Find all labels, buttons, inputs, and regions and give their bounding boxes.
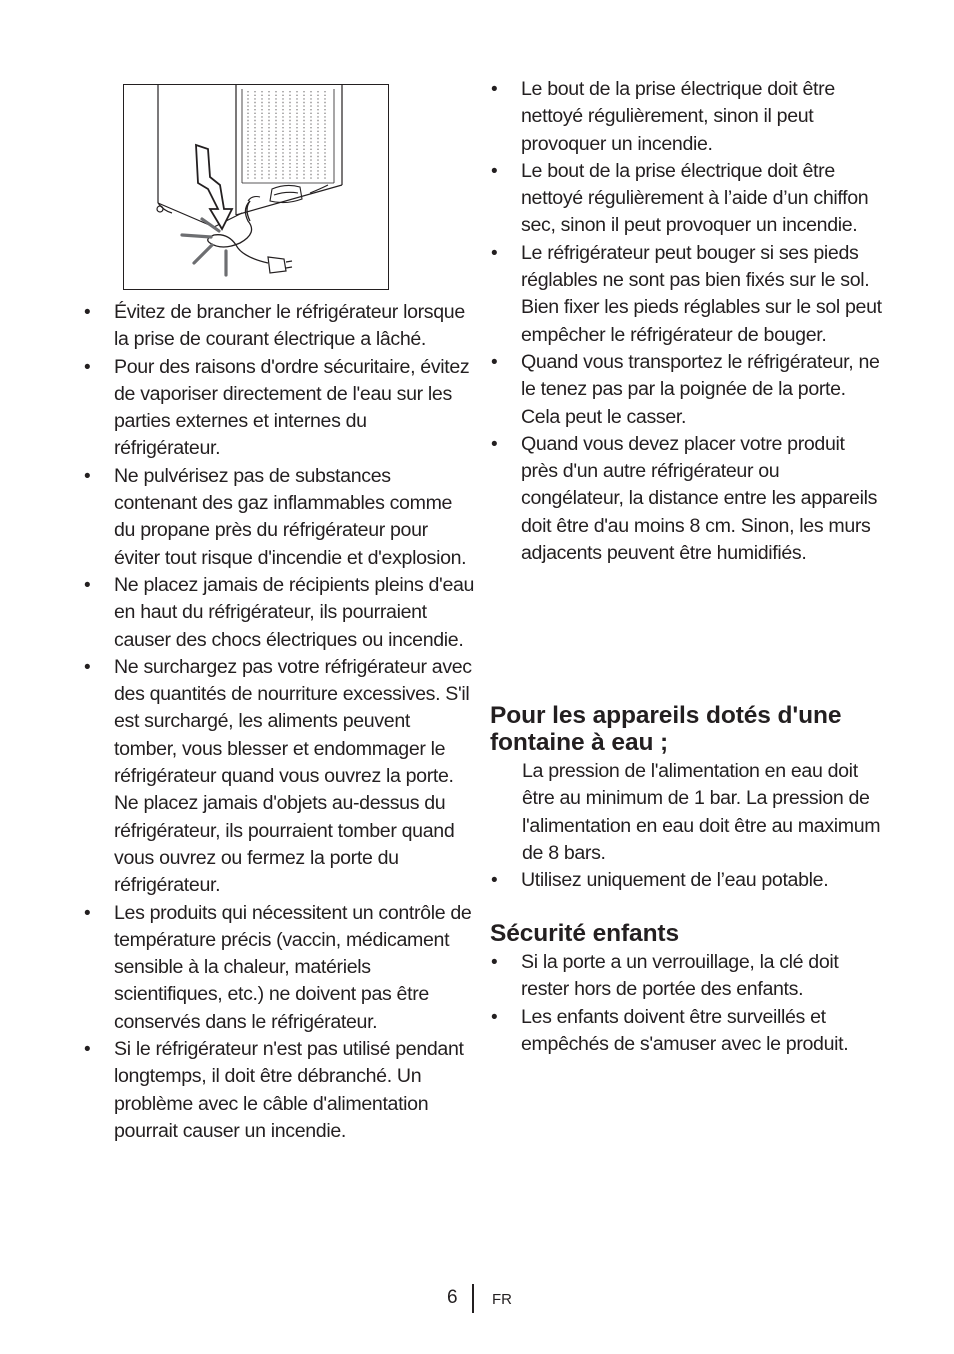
- fountain-list: [490, 867, 882, 894]
- list-item: • Le réfrigérateur peut bouger si ses pieds réglables ne sont pas bien fixés sur le sol. Bien fixer les pieds réglables sur le sol peut empêcher le réfrigérateur de bouger.: [490, 240, 882, 349]
- list-item: • Ne surchargez pas votre réfrigérateur avec des quantités de nourriture excessives. S'il est surchargé, les aliments peuvent tomber, vous blesser et endommager le réfrigérateur quand vous ouvrez la porte. Ne placez jamais d'objets au-dessus du réfrigérateur, ils pourraient tomber quand vous ouvrez ou fermez la porte du réfrigérateur.: [83, 654, 475, 900]
- list-item: • Utilisez uniquement de l’eau potable.: [490, 867, 882, 894]
- list-item: • Quand vous transportez le réfrigérateur, ne le tenez pas par la poignée de la porte. Cela peut le casser.: [490, 349, 882, 431]
- page-number: 6: [447, 1287, 458, 1308]
- list-item: • Pour des raisons d'ordre sécuritaire, évitez de vaporiser directement de l'eau sur les parties externes et internes du réfrigérateur.: [83, 354, 475, 463]
- list-item: • Ne pulvérisez pas de substances contenant des gaz inflammables comme du propane près du réfrigérateur pour éviter tout risque d'incendie et d'explosion.: [83, 463, 475, 572]
- safety-list-left: [83, 299, 475, 1145]
- list-item: • Ne placez jamais de récipients pleins d'eau en haut du réfrigérateur, ils pourraient causer des chocs électriques ou incendie.: [83, 572, 475, 654]
- children-list: [490, 949, 882, 1058]
- list-item: • Si la porte a un verrouillage, la clé doit rester hors de portée des enfants.: [490, 949, 882, 1004]
- list-item: • Les produits qui nécessitent un contrôle de température précis (vaccin, médicament sensible à la chaleur, matériels scientifiques, etc.) ne doivent pas être conservés dans le réfrigérateur.: [83, 900, 475, 1036]
- list-item: • Quand vous devez placer votre produit près d'un autre réfrigérateur ou congélateur, la distance entre les appareils doit être d'au moins 8 cm. Sinon, les murs adjacents peuvent être humidifiés.: [490, 431, 882, 567]
- page-footer: [0, 1284, 954, 1314]
- fountain-paragraph: La pression de l'alimentation en eau doit être au minimum de 1 bar. La pression de l'alimentation en eau doit être au maximum de 8 bars.: [522, 760, 881, 864]
- children-heading: Sécurité enfants: [490, 920, 680, 947]
- footer-divider: [472, 1284, 474, 1313]
- power-plug-warning-icon: [124, 85, 387, 288]
- list-item: • Les enfants doivent être surveillés et empêchés de s'amuser avec le produit.: [490, 1004, 882, 1059]
- list-item: • Si le réfrigérateur n'est pas utilisé pendant longtemps, il doit être débranché. Un problème avec le câble d'alimentation pourrait causer un incendie.: [83, 1036, 475, 1145]
- plug-warning-illustration: [123, 84, 389, 290]
- fountain-heading: Pour les appareils dotés d'une fontaine à eau ;: [490, 702, 842, 756]
- list-item: • Le bout de la prise électrique doit être nettoyé régulièrement à l’aide d’un chiffon sec, sinon il peut provoquer un incendie.: [490, 158, 882, 240]
- list-item: • Le bout de la prise électrique doit être nettoyé régulièrement, sinon il peut provoquer un incendie.: [490, 76, 882, 158]
- safety-list-right: [490, 76, 882, 567]
- language-code: FR: [492, 1291, 512, 1308]
- list-item: • Évitez de brancher le réfrigérateur lorsque la prise de courant électrique a lâché.: [83, 299, 475, 354]
